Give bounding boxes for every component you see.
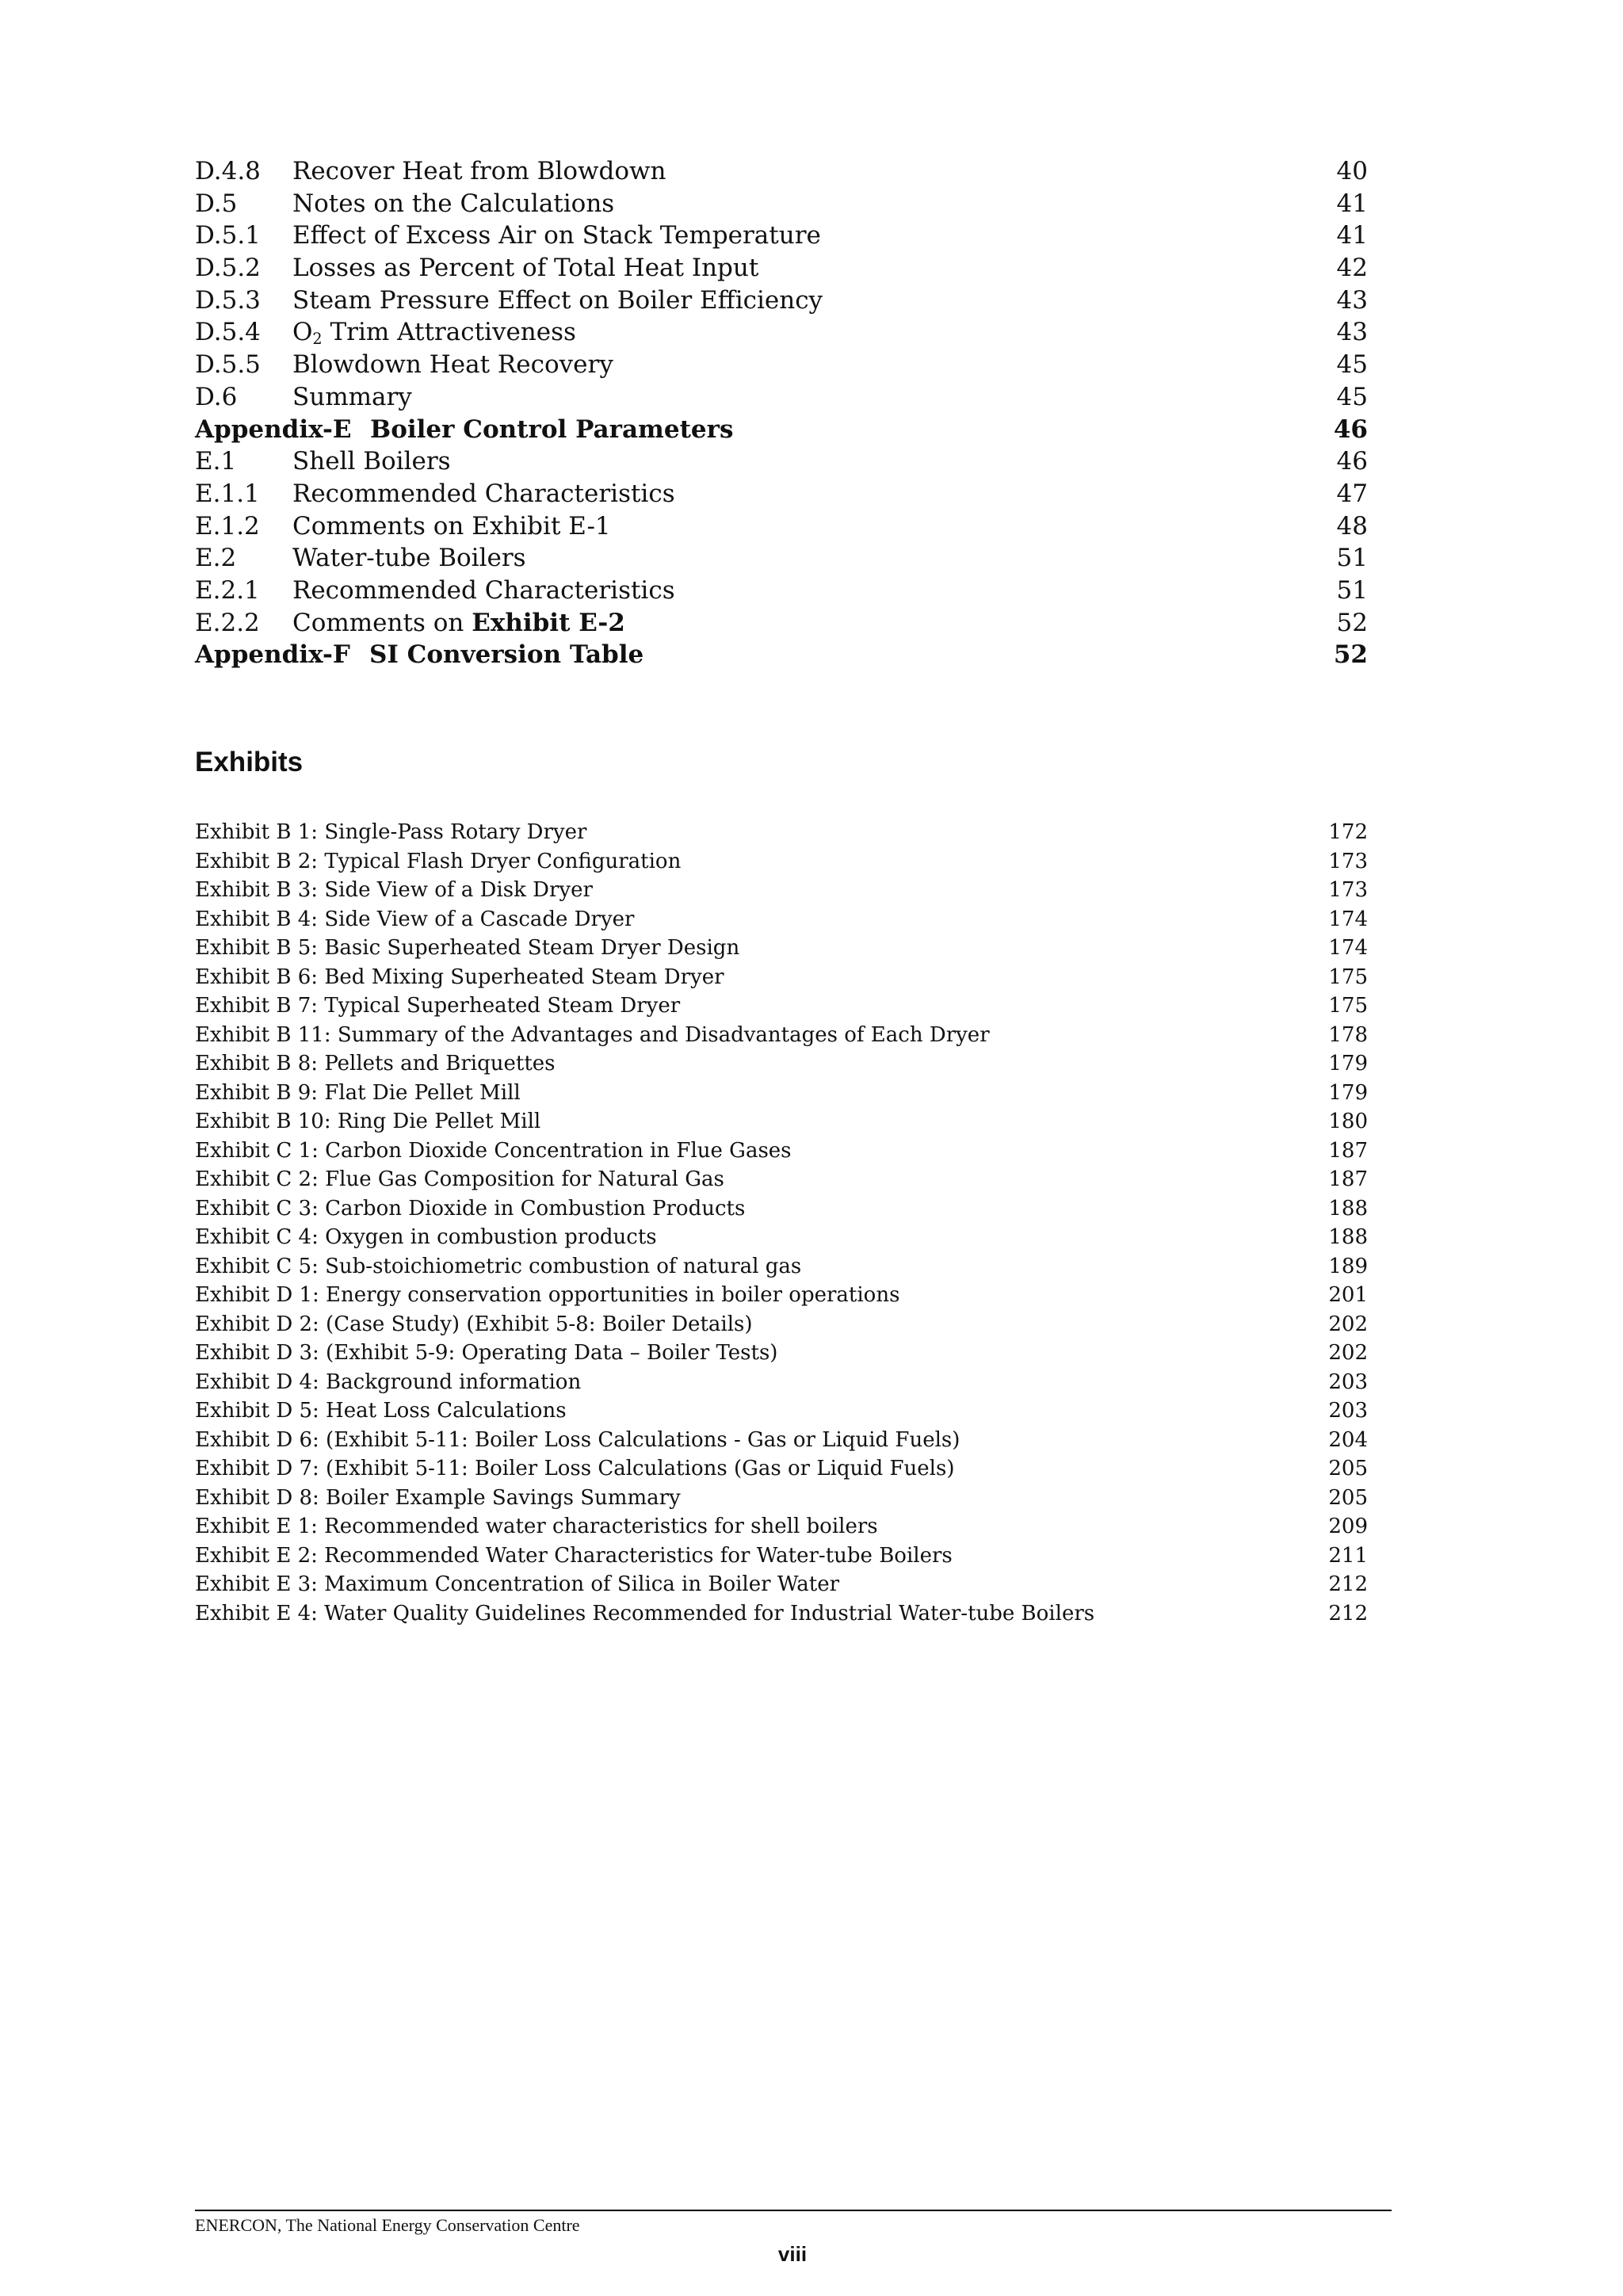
toc-entry-d-6 — [195, 381, 1368, 414]
exhibit-page: 211 — [1328, 1543, 1368, 1568]
toc-page: 46 — [1333, 415, 1368, 444]
exhibits-heading: Exhibits — [195, 747, 304, 777]
footer-rule — [195, 2210, 1392, 2211]
exhibit-entry — [195, 876, 1368, 905]
exhibit-label: Exhibit E 2: Recommended Water Characteristics for Water-tube Boilers — [195, 1543, 953, 1568]
toc-number: D.5.5 — [195, 350, 261, 380]
exhibit-label: Exhibit C 2: Flue Gas Composition for Natural Gas — [195, 1167, 724, 1191]
exhibit-page: 179 — [1328, 1052, 1368, 1075]
exhibit-label: Exhibit B 10: Ring Die Pellet Mill — [195, 1110, 541, 1133]
exhibit-page: 187 — [1328, 1167, 1368, 1191]
subscript: 2 — [312, 330, 323, 349]
toc-title: Boiler Control Parameters — [370, 415, 734, 444]
toc-title: Recommended Characteristics — [292, 479, 675, 508]
exhibit-page: 205 — [1328, 1457, 1368, 1480]
toc-entry-e-1-2 — [195, 510, 1368, 543]
exhibit-page: 172 — [1328, 820, 1368, 844]
exhibit-page: 175 — [1328, 994, 1368, 1018]
toc-title: Steam Pressure Effect on Boiler Efficiency — [292, 285, 823, 315]
exhibit-label: Exhibit D 5: Heat Loss Calculations — [195, 1399, 567, 1423]
exhibit-entry — [195, 1426, 1368, 1455]
toc-title-bold-part: Exhibit E-2 — [472, 608, 625, 637]
exhibit-page: 204 — [1328, 1427, 1368, 1452]
toc-entry-d-5-4 — [195, 316, 1368, 349]
toc-entry-d-5-2 — [195, 252, 1368, 285]
toc-number: D.5.4 — [195, 318, 261, 347]
exhibit-entry — [195, 1021, 1368, 1050]
exhibit-label: Exhibit E 4: Water Quality Guidelines Recommended for Industrial Water-tube Boilers — [195, 1601, 1095, 1626]
toc-entry-d-5-5 — [195, 349, 1368, 381]
exhibit-page: 174 — [1328, 936, 1368, 960]
exhibit-label: Exhibit B 3: Side View of a Disk Dryer — [195, 878, 593, 902]
exhibit-page: 187 — [1328, 1138, 1368, 1163]
toc-number: D.4.8 — [195, 157, 261, 185]
toc-title: Notes on the Calculations — [292, 189, 615, 218]
exhibit-entry — [195, 1223, 1368, 1252]
exhibit-page: 201 — [1328, 1283, 1368, 1307]
toc-number: E.2.2 — [195, 608, 260, 637]
exhibit-page: 178 — [1328, 1022, 1368, 1047]
toc-number: D.5.3 — [195, 285, 261, 315]
toc-title-part: Comments on — [292, 608, 472, 637]
toc-number: Appendix-E — [195, 415, 352, 444]
exhibit-label: Exhibit B 8: Pellets and Briquettes — [195, 1052, 556, 1075]
exhibit-page: 202 — [1328, 1341, 1368, 1365]
exhibit-page: 179 — [1328, 1080, 1368, 1105]
toc-page: 52 — [1336, 608, 1368, 637]
toc-title: Comments on Exhibit E-1 — [292, 511, 611, 541]
exhibit-label: Exhibit D 4: Background information — [195, 1370, 582, 1394]
exhibit-entry — [195, 1049, 1368, 1079]
toc-entry-appendix-f — [195, 639, 1368, 671]
exhibit-entry — [195, 1454, 1368, 1484]
exhibit-label: Exhibit B 7: Typical Superheated Steam Dryer — [195, 994, 681, 1018]
toc-title: Blowdown Heat Recovery — [292, 350, 613, 380]
exhibit-page: 189 — [1328, 1254, 1368, 1278]
exhibit-label: Exhibit D 1: Energy conservation opportunities in boiler operations — [195, 1283, 900, 1307]
exhibit-label: Exhibit E 3: Maximum Concentration of Silica in Boiler Water — [195, 1572, 840, 1596]
toc-entry-e-2 — [195, 542, 1368, 575]
toc-title: Losses as Percent of Total Heat Input — [292, 254, 759, 283]
toc-number: E.1 — [195, 447, 237, 476]
exhibit-label: Exhibit B 5: Basic Superheated Steam Dryer Design — [195, 936, 740, 960]
exhibit-label: Exhibit C 5: Sub-stoichiometric combustion of natural gas — [195, 1254, 802, 1278]
exhibit-page: 175 — [1328, 965, 1368, 989]
toc-page: 46 — [1336, 447, 1368, 476]
exhibit-entry — [195, 1599, 1368, 1629]
exhibit-entry — [195, 1165, 1368, 1194]
exhibit-page: 173 — [1328, 878, 1368, 902]
exhibit-label: Exhibit D 7: (Exhibit 5-11: Boiler Loss Calculations (Gas or Liquid Fuels) — [195, 1457, 955, 1480]
exhibit-label: Exhibit B 6: Bed Mixing Superheated Steam Dryer — [195, 965, 724, 989]
toc-page: 42 — [1336, 254, 1368, 283]
toc-page: 52 — [1333, 640, 1368, 670]
toc-number: D.5.1 — [195, 221, 261, 250]
exhibit-label: Exhibit B 2: Typical Flash Dryer Configuration — [195, 849, 682, 873]
toc-entry-d-4-8 — [195, 155, 1368, 188]
exhibit-entry — [195, 1396, 1368, 1426]
exhibit-label: Exhibit D 6: (Exhibit 5-11: Boiler Loss Calculations - Gas or Liquid Fuels) — [195, 1427, 960, 1452]
toc-number: D.6 — [195, 382, 238, 411]
table-of-contents — [195, 155, 1368, 671]
toc-number: E.2 — [195, 544, 237, 573]
exhibit-entry — [195, 1310, 1368, 1339]
toc-entry-d-5 — [195, 188, 1368, 220]
toc-title — [292, 607, 625, 640]
exhibit-page: 173 — [1328, 849, 1368, 873]
exhibit-entry — [195, 1281, 1368, 1310]
footer-organization: ENERCON, The National Energy Conservation Centre — [195, 2215, 580, 2235]
exhibit-entry — [195, 1079, 1368, 1108]
exhibit-entry — [195, 934, 1368, 963]
toc-page: 41 — [1336, 221, 1368, 250]
exhibit-page: 203 — [1328, 1399, 1368, 1423]
exhibit-entry — [195, 905, 1368, 934]
exhibit-page: 188 — [1328, 1196, 1368, 1221]
toc-title: Recommended Characteristics — [292, 575, 675, 605]
toc-page: 48 — [1336, 511, 1368, 541]
exhibit-label: Exhibit B 11: Summary of the Advantages and Disadvantages of Each Dryer — [195, 1022, 990, 1047]
exhibit-entry — [195, 1541, 1368, 1571]
exhibit-page: 205 — [1328, 1485, 1368, 1510]
toc-number: D.5 — [195, 189, 238, 218]
exhibit-page: 174 — [1328, 907, 1368, 931]
exhibit-page: 202 — [1328, 1312, 1368, 1336]
exhibit-entry — [195, 1484, 1368, 1513]
exhibit-entry — [195, 1512, 1368, 1541]
toc-page: 51 — [1336, 544, 1368, 573]
exhibit-entry — [195, 1368, 1368, 1397]
toc-number: D.5.2 — [195, 254, 261, 283]
exhibit-label: Exhibit B 1: Single-Pass Rotary Dryer — [195, 820, 587, 844]
exhibit-page: 203 — [1328, 1370, 1368, 1394]
exhibit-label: Exhibit B 4: Side View of a Cascade Dryer — [195, 907, 635, 931]
exhibit-label: Exhibit D 2: (Case Study) (Exhibit 5-8: Boiler Details) — [195, 1312, 753, 1336]
exhibit-label: Exhibit C 1: Carbon Dioxide Concentration in Flue Gases — [195, 1138, 792, 1163]
exhibit-page: 209 — [1328, 1515, 1368, 1538]
exhibit-label: Exhibit C 3: Carbon Dioxide in Combustion Products — [195, 1196, 746, 1221]
exhibit-entry — [195, 1194, 1368, 1224]
exhibit-label: Exhibit C 4: Oxygen in combustion products — [195, 1225, 657, 1249]
exhibit-entry — [195, 963, 1368, 992]
exhibit-entry — [195, 1107, 1368, 1137]
exhibit-entry — [195, 1137, 1368, 1166]
toc-page: 51 — [1336, 575, 1368, 605]
toc-page: 45 — [1336, 382, 1368, 411]
toc-entry-e-2-2 — [195, 607, 1368, 640]
toc-title-part: Trim Attractiveness — [322, 318, 576, 347]
toc-title: Recover Heat from Blowdown — [292, 157, 666, 185]
exhibit-entry — [195, 991, 1368, 1021]
toc-entry-e-1-1 — [195, 478, 1368, 510]
toc-title: Shell Boilers — [292, 447, 451, 476]
exhibit-entry — [195, 1252, 1368, 1282]
toc-entry-e-1 — [195, 445, 1368, 478]
exhibit-entry — [195, 1339, 1368, 1368]
exhibit-label: Exhibit D 3: (Exhibit 5-9: Operating Data – Boiler Tests) — [195, 1341, 778, 1365]
exhibit-label: Exhibit D 8: Boiler Example Savings Summary — [195, 1485, 681, 1510]
toc-number: Appendix-F — [195, 640, 350, 670]
toc-number: E.1.1 — [195, 479, 260, 508]
toc-title: SI Conversion Table — [369, 640, 644, 670]
toc-entry-d-5-1 — [195, 220, 1368, 252]
toc-title: Water-tube Boilers — [292, 544, 526, 573]
toc-page: 47 — [1336, 479, 1368, 508]
exhibit-entry — [195, 818, 1368, 847]
toc-entry-d-5-3 — [195, 285, 1368, 317]
toc-page: 41 — [1336, 189, 1368, 218]
toc-title: Effect of Excess Air on Stack Temperature — [292, 221, 821, 250]
toc-title: Summary — [292, 382, 412, 411]
toc-page: 43 — [1336, 318, 1368, 347]
toc-entry-e-2-1 — [195, 575, 1368, 607]
exhibit-page: 188 — [1328, 1225, 1368, 1249]
exhibit-label: Exhibit E 1: Recommended water characteristics for shell boilers — [195, 1515, 878, 1538]
toc-entry-appendix-e — [195, 414, 1368, 446]
toc-title-part: O — [292, 318, 313, 347]
exhibit-entry — [195, 847, 1368, 877]
exhibit-entry — [195, 1570, 1368, 1599]
toc-page: 43 — [1336, 285, 1368, 315]
toc-page: 40 — [1336, 157, 1368, 185]
exhibit-label: Exhibit B 9: Flat Die Pellet Mill — [195, 1080, 521, 1105]
page-number: viii — [777, 2242, 808, 2266]
toc-number: E.1.2 — [195, 511, 260, 541]
toc-page: 45 — [1336, 350, 1368, 380]
exhibits-list — [195, 818, 1368, 1628]
toc-number: E.2.1 — [195, 575, 260, 605]
exhibit-page: 180 — [1328, 1110, 1368, 1133]
exhibit-page: 212 — [1328, 1572, 1368, 1596]
exhibit-page: 212 — [1328, 1601, 1368, 1626]
